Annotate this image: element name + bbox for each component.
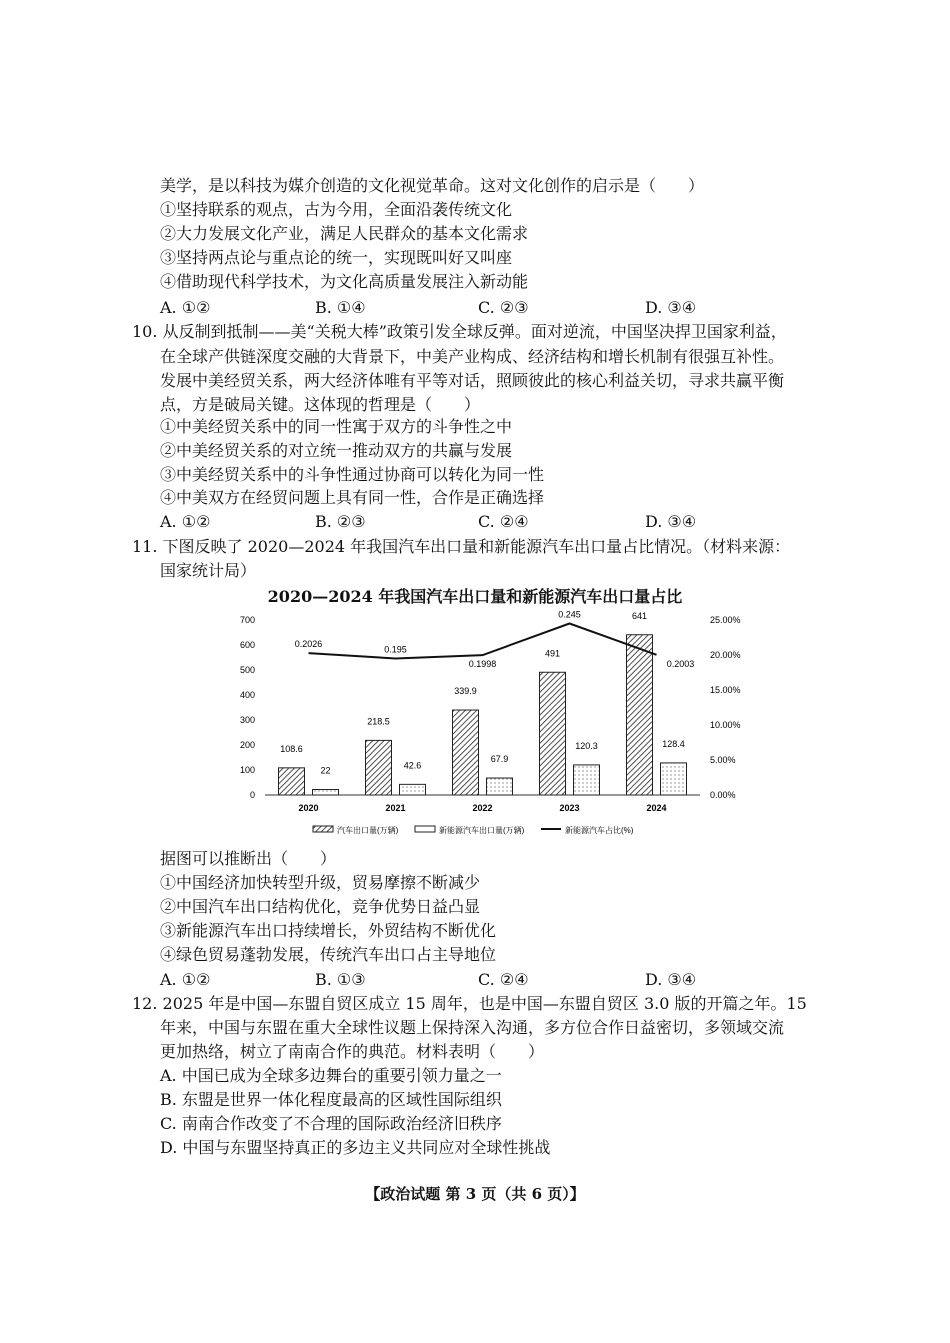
y-left-tick-label: 400: [239, 690, 255, 700]
bar-car-export: [453, 710, 479, 795]
bar-car-export-label: 339.9: [454, 686, 477, 697]
bar-nev-export: [313, 790, 339, 796]
y-left-tick-label: 0: [249, 790, 255, 800]
q9-item-3: ③坚持两点论与重点论的统一，实现既叫好又叫座: [160, 248, 513, 267]
q12-option-a[interactable]: A. 中国已成为全球多边舞台的重要引领力量之一: [160, 1066, 502, 1085]
q10-stem-line-2: 在全球产供链深度交融的大背景下，中美产业构成、经济结构和增长机制有很强互补性。: [160, 347, 785, 366]
q11-item-1: ①中国经济加快转型升级，贸易摩擦不断减少: [160, 873, 481, 892]
q9-item-1: ①坚持联系的观点，古为今用，全面沿袭传统文化: [160, 200, 513, 219]
legend-label-nev: 新能源汽车出口量(万辆): [439, 826, 525, 835]
q9-option-d[interactable]: D. ③④: [645, 298, 697, 317]
x-tick-label: 2024: [646, 803, 667, 813]
q11-options: [160, 969, 780, 991]
q12-stem-line-2: 年来，中国与东盟在重大全球性议题上保持深入沟通，多方位合作日益密切，多领域交流: [160, 1018, 785, 1037]
q11-item-4: ④绿色贸易蓬勃发展，传统汽车出口占主导地位: [160, 945, 497, 964]
q10-item-3: ③中美经贸关系中的斗争性通过协商可以转化为同一性: [160, 465, 545, 484]
y-right-tick-label: 20.00%: [710, 650, 741, 660]
q10-option-a[interactable]: A. ①②: [160, 512, 211, 531]
q10-option-c[interactable]: C. ②④: [478, 512, 529, 531]
bar-nev-export: [400, 784, 426, 795]
q11-item-3: ③新能源汽车出口持续增长，外贸结构不断优化: [160, 921, 497, 940]
y-right-tick-label: 15.00%: [710, 685, 741, 695]
q11-stem-line-2: 国家统计局）: [160, 561, 257, 580]
q12-stem-line-3: 更加热络，树立了南南合作的典范。材料表明（ ）: [160, 1042, 545, 1061]
bar-car-export: [366, 740, 392, 795]
nev-share-label: 0.2003: [666, 658, 695, 669]
chart-title: 2020—2024 年我国汽车出口量和新能源汽车出口量占比: [267, 587, 683, 606]
y-right-tick-label: 10.00%: [710, 720, 741, 730]
x-tick-label: 2023: [559, 803, 580, 813]
nev-share-label: 0.2026: [294, 639, 323, 650]
y-left-tick-label: 300: [239, 715, 255, 725]
bar-car-export: [279, 768, 305, 795]
legend-swatch-car: [313, 826, 333, 832]
x-tick-label: 2020: [298, 803, 319, 813]
y-right-tick-label: 0.00%: [710, 790, 736, 800]
bar-nev-export-label: 67.9: [490, 754, 509, 765]
nev-share-label: 0.1998: [468, 659, 497, 670]
x-tick-label: 2022: [472, 803, 493, 813]
nev-share-label: 0.245: [558, 609, 581, 620]
q10-item-2: ②中美经贸关系的对立统一推动双方的共赢与发展: [160, 441, 513, 460]
q10-option-d[interactable]: D. ③④: [645, 512, 697, 531]
page-footer: 【政治试题 第 3 页（共 6 页）】: [365, 1185, 585, 1203]
q9-options: [160, 297, 780, 319]
bar-nev-export-label: 120.3: [575, 740, 598, 751]
q12-stem-line-1: 12. 2025 年是中国—东盟自贸区成立 15 周年，也是中国—东盟自贸区 3.0 版的开篇之年。15: [132, 994, 807, 1013]
x-tick-label: 2021: [385, 803, 406, 813]
y-right-tick-label: 25.00%: [710, 615, 741, 625]
bar-nev-export: [487, 778, 513, 795]
y-left-tick-label: 700: [239, 615, 255, 625]
q9-item-2: ②大力发展文化产业，满足人民群众的基本文化需求: [160, 224, 529, 243]
q9-item-4: ④借助现代科学技术，为文化高质量发展注入新动能: [160, 272, 529, 291]
nev-share-label: 0.195: [384, 644, 407, 655]
q10-item-4: ④中美双方在经贸问题上具有同一性，合作是正确选择: [160, 488, 545, 507]
legend-label-car: 汽车出口量(万辆): [337, 826, 399, 835]
q11-option-c[interactable]: C. ②④: [478, 970, 529, 989]
bar-nev-export-label: 22: [320, 765, 331, 776]
q10-stem-line-4: 点，方是破局关键。这体现的哲理是（ ）: [160, 395, 481, 414]
q10-options: [160, 511, 780, 533]
y-left-tick-label: 100: [239, 765, 255, 775]
bar-car-export: [540, 672, 566, 795]
q9-option-a[interactable]: A. ①②: [160, 298, 211, 317]
bar-car-export-label: 108.6: [280, 743, 303, 754]
bar-car-export-label: 641: [631, 610, 648, 621]
q11-option-a[interactable]: A. ①②: [160, 970, 211, 989]
bar-nev-export-label: 128.4: [662, 738, 685, 749]
q9-option-b[interactable]: B. ①④: [315, 298, 366, 317]
nev-share-line: [309, 624, 657, 659]
q12-option-b[interactable]: B. 东盟是世界一体化程度最高的区域性国际组织: [160, 1090, 502, 1109]
q11-option-d[interactable]: D. ③④: [645, 970, 697, 989]
y-left-tick-label: 500: [239, 665, 255, 675]
y-left-tick-label: 600: [239, 640, 255, 650]
bar-car-export-label: 218.5: [367, 716, 390, 727]
q9-option-c[interactable]: C. ②③: [478, 298, 529, 317]
legend-swatch-nev: [415, 826, 435, 832]
q10-stem-line-1: 10. 从反制到抵制——美“关税大棒”政策引发全球反弹。面对逆流，中国坚决捍卫国家利益，: [132, 322, 787, 341]
y-left-tick-label: 200: [239, 740, 255, 750]
legend-label-share: 新能源汽车占比(%): [565, 826, 634, 835]
q11-option-b[interactable]: B. ①③: [315, 970, 366, 989]
q11-after-chart: 据图可以推断出（ ）: [160, 849, 337, 868]
bar-car-export: [627, 635, 653, 795]
q9-stem: 美学，是以科技为媒介创造的文化视觉革命。这对文化创作的启示是（ ）: [160, 176, 705, 195]
q12-option-c[interactable]: C. 南南合作改变了不合理的国际政治经济旧秩序: [160, 1114, 502, 1133]
export-chart: [225, 605, 745, 845]
q10-option-b[interactable]: B. ②③: [315, 512, 366, 531]
bar-car-export-label: 491: [544, 648, 561, 659]
q10-item-1: ①中美经贸关系中的同一性寓于双方的斗争性之中: [160, 417, 513, 436]
bar-nev-export-label: 42.6: [403, 760, 422, 771]
q12-option-d[interactable]: D. 中国与东盟坚持真正的多边主义共同应对全球性挑战: [160, 1138, 551, 1157]
q11-stem-line-1: 11. 下图反映了 2020—2024 年我国汽车出口量和新能源汽车出口量占比情况。（材料来源：: [132, 537, 791, 556]
q11-item-2: ②中国汽车出口结构优化，竞争优势日益凸显: [160, 897, 481, 916]
bar-nev-export: [661, 763, 687, 795]
bar-nev-export: [574, 765, 600, 795]
q10-stem-line-3: 发展中美经贸关系，两大经济体唯有平等对话，照顾彼此的核心利益关切，寻求共赢平衡: [160, 371, 785, 390]
y-right-tick-label: 5.00%: [710, 755, 736, 765]
